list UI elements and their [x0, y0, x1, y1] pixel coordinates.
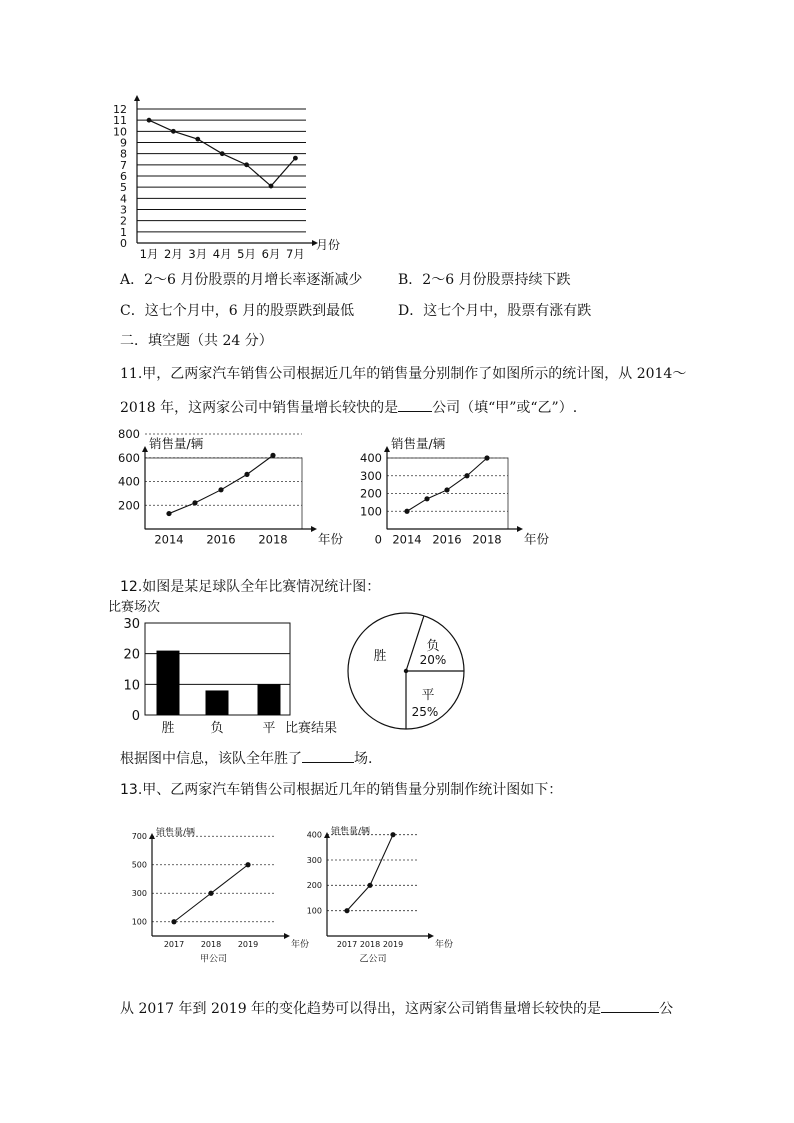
y-tick-label: 300: [360, 468, 382, 483]
q10-x-tick-label: 7月: [285, 247, 305, 261]
y-axis-label: 销售量/辆: [391, 436, 446, 451]
y-tick-label: 700: [131, 832, 147, 842]
q10-y-tick-label: 9: [120, 136, 127, 150]
q10-data-point: [147, 118, 152, 123]
q10-x-tick-label: 6月: [261, 247, 281, 261]
q12-text-a: 根据图中信息，该队全年胜了: [120, 751, 302, 767]
data-point: [484, 455, 489, 460]
y-axis-arrow: [384, 446, 390, 452]
data-line: [169, 455, 273, 513]
data-line: [347, 835, 393, 911]
data-point: [444, 487, 449, 492]
data-point: [270, 453, 275, 458]
q10-y-tick-label: 11: [113, 114, 127, 128]
q10-x-tick-label: 1月: [139, 247, 159, 261]
data-point: [344, 908, 349, 913]
bar-y-axis-label: 比赛场次: [108, 600, 161, 615]
q13-answer-line: [120, 998, 673, 1018]
y-axis-arrow: [149, 833, 155, 839]
x-tick-label: 2018: [258, 532, 288, 547]
q10-y-tick-label: 8: [120, 147, 127, 161]
x-axis-arrow: [284, 933, 290, 939]
q13-text-tail: 公: [659, 1001, 674, 1017]
y-tick-label: 100: [131, 917, 147, 927]
data-point: [367, 883, 372, 888]
chart-caption: 乙公司: [359, 954, 387, 965]
y-tick-label: 400: [118, 474, 140, 489]
q11-question-line1: 11.甲，乙两家汽车销售公司根据近几年的销售量分别制作了如图所示的统计图，从 2014～: [120, 366, 687, 382]
q10-data-point: [220, 151, 225, 156]
plot-frame: [145, 458, 302, 529]
q10-option-a: A．2～6 月份股票的月增长率逐渐减少: [120, 272, 363, 288]
q10-option-c: C．这七个月中，6 月的股票跌到最低: [120, 303, 355, 319]
bar-category-label: 平: [262, 721, 276, 736]
chart-caption: 甲公司: [199, 954, 228, 965]
y-axis-label: 销售量/辆: [156, 828, 196, 838]
q13-chart-jia: [131, 815, 310, 980]
bar-category-label: 胜: [161, 721, 175, 736]
q11-chart-yi: [360, 422, 560, 557]
x-axis-label: 年份: [435, 940, 454, 950]
bar-胜: [157, 651, 180, 715]
q10-data-point: [171, 129, 176, 134]
bar-x-axis-label: 比赛结果: [285, 721, 338, 736]
data-point: [218, 487, 223, 492]
y-axis-arrow: [324, 832, 330, 838]
x-axis-label: 年份: [318, 531, 344, 547]
q13-text: 从 2017 年到 2019 年的变化趋势可以得出，这两家公司销售量增长较快的是: [120, 1001, 602, 1017]
bar-y-tick-label: 20: [123, 647, 140, 663]
data-point: [464, 473, 469, 478]
q10-option-b: B．2～6 月份股票持续下跌: [398, 272, 571, 288]
y-tick-label: 200: [118, 498, 140, 513]
y-tick-label: 600: [118, 450, 140, 465]
q12-answer-line: [120, 748, 372, 768]
q12-pie-chart: [340, 608, 470, 738]
section-title: 二．填空题（共 24 分）: [120, 333, 273, 349]
q10-x-tick-label: 2月: [163, 247, 183, 261]
bar-category-label: 负: [210, 721, 224, 736]
x-axis-arrow: [311, 526, 317, 532]
pie-center: [404, 669, 408, 673]
x-tick-label: 2016: [206, 532, 236, 547]
pie-label-loss: 负: [426, 639, 440, 654]
q10-y-tick-label: 12: [113, 103, 127, 116]
q10-x-axis-label: 月份: [316, 238, 341, 252]
x-tick-label: 2014: [392, 532, 422, 547]
q11-text-a: 2018 年，这两家公司中销售量增长较快的是: [120, 400, 399, 416]
x-tick-label: 2018: [472, 532, 502, 547]
q10-y-arrow: [134, 95, 140, 101]
x-tick-label: 2018: [200, 940, 222, 949]
q12-answer-blank[interactable]: [302, 748, 354, 763]
q10-y-tick-label: 7: [120, 158, 127, 172]
x-axis-label: 年份: [524, 531, 550, 547]
q10-y-tick-label: 2: [120, 214, 127, 228]
x-axis-label: 年份: [291, 940, 310, 950]
data-point: [192, 500, 197, 505]
q10-y-tick-label: 3: [120, 203, 127, 217]
x-tick-label: 2016: [432, 532, 462, 547]
y-tick-label: 800: [118, 427, 140, 442]
q11-question-line2: [120, 397, 577, 417]
data-point: [245, 862, 250, 867]
q10-y-tick-label: 5: [120, 181, 127, 195]
bar-负: [206, 690, 229, 715]
data-point: [208, 891, 213, 896]
x-axis-arrow: [428, 933, 434, 939]
y-axis-arrow: [142, 446, 148, 452]
data-point: [390, 832, 395, 837]
q10-data-point: [244, 162, 249, 167]
q10-data-point: [195, 137, 200, 142]
y-tick-label: 300: [131, 889, 147, 899]
x-tick-label: 2014: [154, 532, 184, 547]
x-tick-label: 2019: [237, 940, 259, 949]
q12-text-b: 场.: [354, 751, 373, 767]
q10-option-d: D．这七个月中，股票有涨有跌: [398, 303, 592, 319]
bar-y-tick-label: 30: [123, 617, 140, 632]
q13-answer-blank[interactable]: [601, 998, 659, 1013]
q10-x-tick-label: 4月: [212, 247, 232, 261]
x-tick-label: 2017: [163, 940, 185, 949]
bar-平: [258, 684, 281, 715]
q11-chart-jia: [115, 422, 355, 557]
pie-label-win: 胜: [373, 649, 387, 664]
q11-answer-blank[interactable]: [398, 397, 432, 412]
x-tick-label: 2017: [336, 940, 358, 949]
y-tick-label: 400: [306, 830, 322, 840]
y-tick-label: 200: [360, 486, 382, 501]
y-tick-label: 100: [306, 906, 322, 916]
q10-x-tick-label: 5月: [237, 247, 257, 261]
y-axis-label: 销售量/辆: [331, 827, 371, 837]
data-line: [407, 458, 487, 511]
q10-line-chart: [110, 95, 360, 265]
y-tick-label: 100: [360, 504, 382, 519]
q10-x-tick-label: 3月: [188, 247, 208, 261]
data-point: [424, 496, 429, 501]
q13-question: 13.甲、乙两家汽车销售公司根据近几年的销售量分别制作统计图如下：: [120, 782, 563, 798]
pie-label-draw: 平: [421, 688, 435, 703]
pie-percent-draw: 25%: [411, 705, 439, 719]
data-point: [404, 509, 409, 514]
x-axis-arrow: [517, 526, 523, 532]
y-tick-label: 300: [306, 855, 322, 865]
x-tick-label: 2018: [359, 940, 381, 949]
q12-bar-chart: [108, 597, 372, 737]
data-point: [244, 472, 249, 477]
bar-y-tick-label: 0: [131, 709, 140, 724]
origin-label: 0: [374, 532, 382, 547]
q10-y-tick-label: 4: [120, 192, 127, 206]
y-axis-label: 销售量/辆: [149, 436, 204, 451]
q10-y-tick-label: 0: [120, 237, 127, 250]
q10-data-point: [293, 156, 298, 161]
q10-y-tick-label: 1: [120, 225, 127, 239]
q10-y-tick-label: 6: [120, 170, 127, 183]
bar-y-tick-label: 10: [123, 678, 140, 694]
y-tick-label: 500: [131, 860, 147, 870]
pie-percent-loss: 20%: [419, 653, 447, 667]
data-point: [171, 919, 176, 924]
q12-question: 12.如图是某足球队全年比赛情况统计图：: [120, 579, 381, 595]
q13-chart-yi: [305, 822, 455, 980]
q11-text-b: 公司（填“甲”或“乙”）.: [432, 400, 578, 416]
y-tick-label: 200: [306, 881, 322, 891]
q10-y-tick-label: 10: [113, 125, 127, 139]
x-tick-label: 2019: [382, 940, 404, 949]
y-tick-label: 400: [360, 451, 382, 466]
data-point: [166, 511, 171, 516]
q10-data-point: [269, 184, 274, 189]
